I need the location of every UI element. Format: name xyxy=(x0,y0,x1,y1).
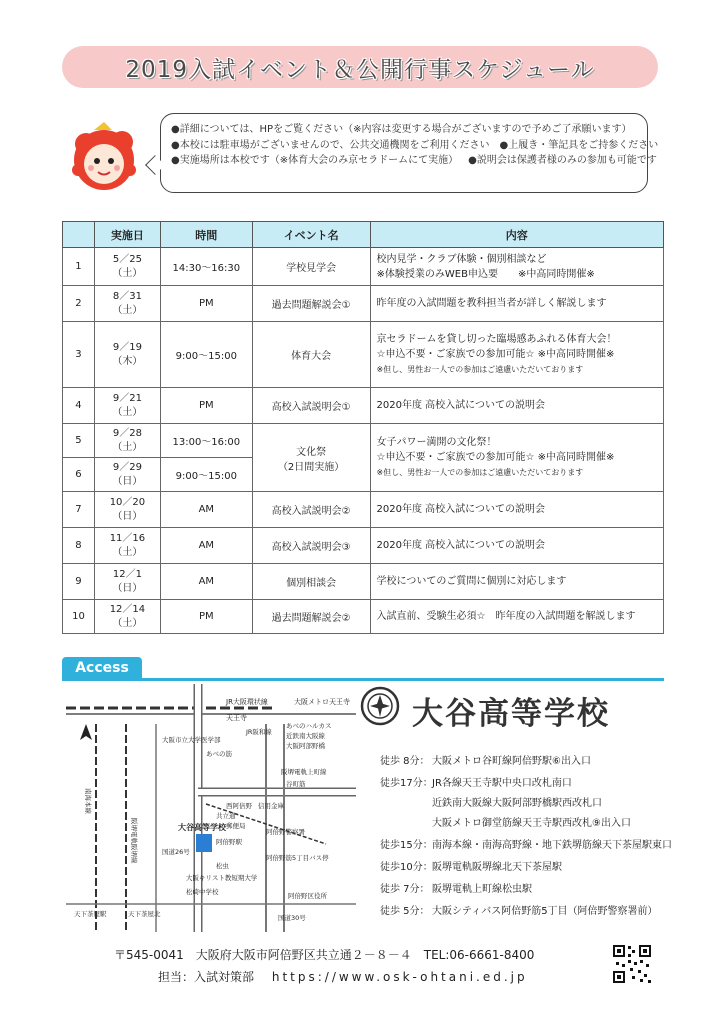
row-date: 9／21 （土） xyxy=(94,388,160,424)
title-banner xyxy=(62,46,658,88)
svg-text:郵便局: 郵便局 xyxy=(226,822,246,830)
row-date: 8／31 （土） xyxy=(94,286,160,322)
svg-text:阿倍野区役所: 阿倍野区役所 xyxy=(288,892,327,900)
row-content: 女子パワー満開の文化祭！ ☆申込不要・ご家族での参加可能☆ ※中高同時開催※ ※但し、男性お一人での参加はご遠慮いただいております xyxy=(370,424,663,492)
row-no: 10 xyxy=(63,600,95,634)
row-time: 9:00～15:00 xyxy=(160,322,252,388)
svg-text:国道26号: 国道26号 xyxy=(162,848,190,856)
row-no: 8 xyxy=(63,528,95,564)
svg-text:阪堺電軌阪堺線: 阪堺電軌阪堺線 xyxy=(130,818,138,864)
svg-text:共立通: 共立通 xyxy=(216,812,236,820)
row-no: 4 xyxy=(63,388,95,424)
school-emblem-icon xyxy=(360,686,400,726)
row-date: 9／19 （木） xyxy=(94,322,160,388)
svg-text:JR大阪環状線: JR大阪環状線 xyxy=(226,698,268,706)
row-event: 文化祭 （2日間実施） xyxy=(252,424,370,492)
table-row xyxy=(63,424,664,458)
row-no: 9 xyxy=(63,564,95,600)
row-event: 過去問題解説会② xyxy=(252,600,370,634)
svg-text:近鉄南大阪線: 近鉄南大阪線 xyxy=(286,732,325,740)
row-event: 体育大会 xyxy=(252,322,370,388)
notice-text: ●説明会は保護者様のみの参加も可能です xyxy=(468,155,657,166)
svg-text:阿倍野筋5丁目バス停: 阿倍野筋5丁目バス停 xyxy=(266,854,329,862)
row-time: AM xyxy=(160,492,252,528)
row-event: 個別相談会 xyxy=(252,564,370,600)
row-time: AM xyxy=(160,528,252,564)
svg-text:大谷高等学校: 大谷高等学校 xyxy=(178,823,226,832)
row-event: 高校入試説明会② xyxy=(252,492,370,528)
row-no: 3 xyxy=(63,322,95,388)
row-date: 11／16 （土） xyxy=(94,528,160,564)
notice-row xyxy=(171,138,659,154)
svg-text:あべの筋: あべの筋 xyxy=(206,750,232,758)
svg-text:阿倍野警察署: 阿倍野警察署 xyxy=(266,828,305,836)
row-no: 5 xyxy=(63,424,95,458)
route-item: 徒歩 7分： 阪堺電軌上町線松虫駅 xyxy=(380,884,532,895)
row-content: 2020年度 高校入試についての説明会 xyxy=(370,388,663,424)
row-time: PM xyxy=(160,388,252,424)
row-no: 7 xyxy=(63,492,95,528)
route-item: 徒歩17分：JR各線天王寺駅中央口改札南口 xyxy=(380,778,572,789)
header-event: イベント名 xyxy=(252,222,370,248)
header-content: 内容 xyxy=(370,222,663,248)
row-event: 学校見学会 xyxy=(252,248,370,286)
table-row xyxy=(63,248,664,286)
row-date: 12／14 （土） xyxy=(94,600,160,634)
route-item: 近鉄南大阪線大阪阿部野橋駅西改札口 xyxy=(432,798,602,809)
svg-text:あべのハルカス: あべのハルカス xyxy=(286,722,332,730)
svg-text:天王寺: 天王寺 xyxy=(226,714,247,722)
row-content: 京セラドームを貸し切った臨場感あふれる体育大会！ ☆申込不要・ご家族での参加可能☆ ※中高同時開催※ ※但し、男性お一人での参加はご遠慮いただいております xyxy=(370,322,663,388)
row-content: 2020年度 高校入試についての説明会 xyxy=(370,492,663,528)
svg-text:松崎中学校: 松崎中学校 xyxy=(186,888,219,896)
school-marker xyxy=(196,834,212,852)
svg-text:谷町筋: 谷町筋 xyxy=(286,780,306,788)
route-item: 徒歩 5分： 大阪シティバス阿倍野筋5丁目（阿倍野警察署前） xyxy=(380,906,658,917)
svg-text:JR阪和線: JR阪和線 xyxy=(246,728,272,736)
school-name: 大谷高等学校 xyxy=(412,696,610,732)
row-date: 12／1 （日） xyxy=(94,564,160,600)
website-link[interactable]: https://www.osk-ohtani.ed.jp xyxy=(271,970,528,984)
access-divider xyxy=(62,678,664,681)
row-time: PM xyxy=(160,286,252,322)
route-item: 徒歩10分：阪堺電軌阪堺線北天下茶屋駅 xyxy=(380,862,562,873)
table-row xyxy=(63,286,664,322)
footer-address: 〒545-0041 大阪府大阪市阿倍野区共立通２－８－４ TEL:06-6661-8400 xyxy=(114,948,535,962)
notice-text: ●上履き・筆記具をご持参ください xyxy=(499,139,659,151)
table-row xyxy=(63,564,664,600)
table-row xyxy=(63,528,664,564)
row-time: 9:00～15:00 xyxy=(160,458,252,492)
table-header-row xyxy=(63,222,664,248)
row-time: AM xyxy=(160,564,252,600)
notice-text: ●実施場所は本校です（※体育大会のみ京セラドームにて実施） xyxy=(171,155,459,166)
mascot-icon xyxy=(64,120,142,198)
row-time: 14:30～16:30 xyxy=(160,248,252,286)
row-time: 13:00～16:00 xyxy=(160,424,252,458)
notice-text: ●本校には駐車場がございませんので、公共交通機関をご利用ください xyxy=(171,139,490,151)
notice-text: ●詳細については、HPをご覧ください（※内容は変更する場合がございますので予めご了承願います） xyxy=(171,124,632,135)
table-row xyxy=(63,600,664,634)
svg-text:大阪市立大学医学部: 大阪市立大学医学部 xyxy=(162,736,221,744)
row-date: 9／29 （日） xyxy=(94,458,160,492)
row-time: PM xyxy=(160,600,252,634)
svg-text:西阿倍野: 西阿倍野 xyxy=(226,802,252,810)
notice-box xyxy=(160,113,659,193)
footer-contact: 担当：入試対策部 xyxy=(158,970,255,984)
svg-text:阪堺電軌上町線: 阪堺電軌上町線 xyxy=(281,768,327,776)
notice-row xyxy=(171,122,637,138)
row-content: 校内見学・クラブ体験・個別相談など ※体験授業のみWEB申込要 ※中高同時開催※ xyxy=(370,248,663,286)
row-no: 1 xyxy=(63,248,95,286)
row-date: 10／20 （日） xyxy=(94,492,160,528)
row-date: 5／25 （土） xyxy=(94,248,160,286)
qr-code-icon[interactable] xyxy=(612,944,652,984)
route-item: 徒歩 8分： 大阪メトロ谷町線阿倍野駅⑥出入口 xyxy=(380,756,591,767)
row-no: 2 xyxy=(63,286,95,322)
notice-row xyxy=(171,153,657,169)
table-row xyxy=(63,322,664,388)
svg-text:信用金庫: 信用金庫 xyxy=(258,802,284,810)
table-row xyxy=(63,492,664,528)
header-no xyxy=(63,222,95,248)
route-item: 大阪メトロ御堂筋線天王寺駅西改札⑨出入口 xyxy=(432,818,631,829)
row-event: 高校入試説明会③ xyxy=(252,528,370,564)
row-event: 過去問題解説会① xyxy=(252,286,370,322)
footer-contact-line xyxy=(158,968,528,985)
svg-text:大阪メトロ天王寺: 大阪メトロ天王寺 xyxy=(294,698,350,706)
page-title: 2019入試イベント＆公開行事スケジュール xyxy=(125,56,595,83)
row-content: 学校についてのご質問に個別に対応します xyxy=(370,564,663,600)
svg-text:大阪阿部野橋: 大阪阿部野橋 xyxy=(286,742,325,750)
svg-text:国道30号: 国道30号 xyxy=(278,914,306,922)
row-content: 2020年度 高校入試についての説明会 xyxy=(370,528,663,564)
svg-text:南海本線: 南海本線 xyxy=(84,788,92,814)
svg-text:松虫: 松虫 xyxy=(216,862,229,870)
svg-text:阿倍野駅: 阿倍野駅 xyxy=(216,838,242,846)
row-no: 6 xyxy=(63,458,95,492)
access-label: Access xyxy=(62,657,142,679)
svg-text:天下茶屋駅: 天下茶屋駅 xyxy=(74,910,107,918)
header-time: 時間 xyxy=(160,222,252,248)
route-item: 徒歩15分：南海本線・南海高野線・地下鉄堺筋線天下茶屋駅東口 xyxy=(380,840,672,851)
header-date: 実施日 xyxy=(94,222,160,248)
row-event: 高校入試説明会① xyxy=(252,388,370,424)
row-content: 昨年度の入試問題を教科担当者が詳しく解説します xyxy=(370,286,663,322)
svg-text:大阪キリスト教短期大学: 大阪キリスト教短期大学 xyxy=(186,874,258,882)
svg-text:天下茶屋北: 天下茶屋北 xyxy=(128,910,161,918)
table-row xyxy=(63,388,664,424)
row-date: 9／28 （土） xyxy=(94,424,160,458)
row-content: 入試直前、受験生必須☆ 昨年度の入試問題を解説します xyxy=(370,600,663,634)
access-map xyxy=(66,684,356,932)
schedule-table xyxy=(62,221,664,634)
